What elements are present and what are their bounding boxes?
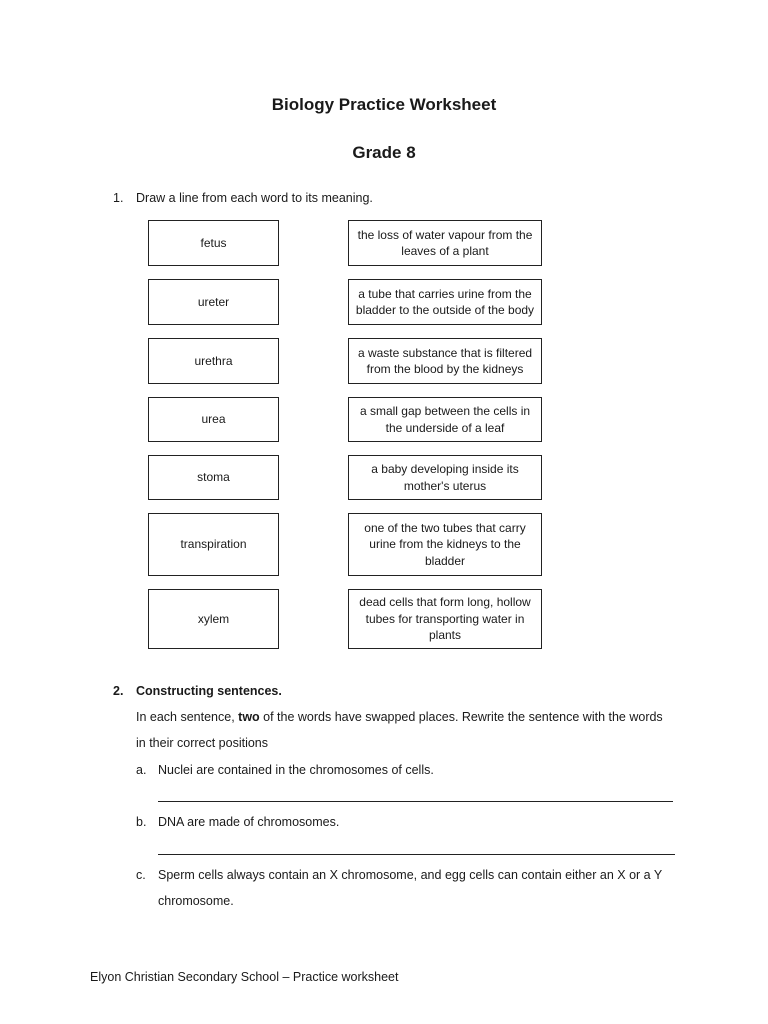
word-box[interactable]: stoma xyxy=(148,455,279,500)
meaning-box[interactable]: a waste substance that is filtered from the blood by the kidneys xyxy=(348,338,542,384)
meaning-box[interactable]: the loss of water vapour from the leaves of a plant xyxy=(348,220,542,266)
question-2-instruction-line-2: in their correct positions xyxy=(136,736,269,750)
grade-heading: Grade 8 xyxy=(352,143,416,162)
meaning-box[interactable]: dead cells that form long, hollow tubes for transporting water in plants xyxy=(348,589,542,649)
answer-line[interactable] xyxy=(158,854,675,855)
item-sentence: Nuclei are contained in the chromosomes of cells. xyxy=(158,763,434,777)
meaning-box[interactable]: one of the two tubes that carry urine from the kidneys to the bladder xyxy=(348,513,542,576)
meaning-box[interactable]: a small gap between the cells in the underside of a leaf xyxy=(348,397,542,442)
item-sentence-continuation: chromosome. xyxy=(158,894,234,908)
instruction-text: of the words have swapped places. Rewrite the sentence with the words xyxy=(259,710,663,724)
question-1-prompt: Draw a line from each word to its meaning. xyxy=(136,191,373,205)
word-box[interactable]: urea xyxy=(148,397,279,442)
question-1-number: 1. xyxy=(113,191,124,205)
item-letter: a. xyxy=(136,763,147,777)
meaning-box[interactable]: a baby developing inside its mother's uterus xyxy=(348,455,542,500)
question-2-heading: Constructing sentences. xyxy=(136,684,282,698)
question-2-number: 2. xyxy=(113,684,124,698)
item-letter: b. xyxy=(136,815,147,829)
instruction-emphasis: two xyxy=(238,710,260,724)
page-footer: Elyon Christian Secondary School – Practice worksheet xyxy=(90,970,399,984)
item-letter: c. xyxy=(136,868,146,882)
meaning-box[interactable]: a tube that carries urine from the bladder to the outside of the body xyxy=(348,279,542,325)
instruction-text: In each sentence, xyxy=(136,710,239,724)
word-box[interactable]: ureter xyxy=(148,279,279,325)
word-box[interactable]: xylem xyxy=(148,589,279,649)
worksheet-title: Biology Practice Worksheet xyxy=(271,95,497,114)
item-sentence: Sperm cells always contain an X chromosome, and egg cells can contain either an X or a Y xyxy=(158,868,663,882)
word-box[interactable]: urethra xyxy=(148,338,279,384)
word-box[interactable]: fetus xyxy=(148,220,279,266)
answer-line[interactable] xyxy=(158,801,673,802)
item-sentence: DNA are made of chromosomes. xyxy=(158,815,340,829)
question-2-instruction xyxy=(136,710,663,724)
word-box[interactable]: transpiration xyxy=(148,513,279,576)
